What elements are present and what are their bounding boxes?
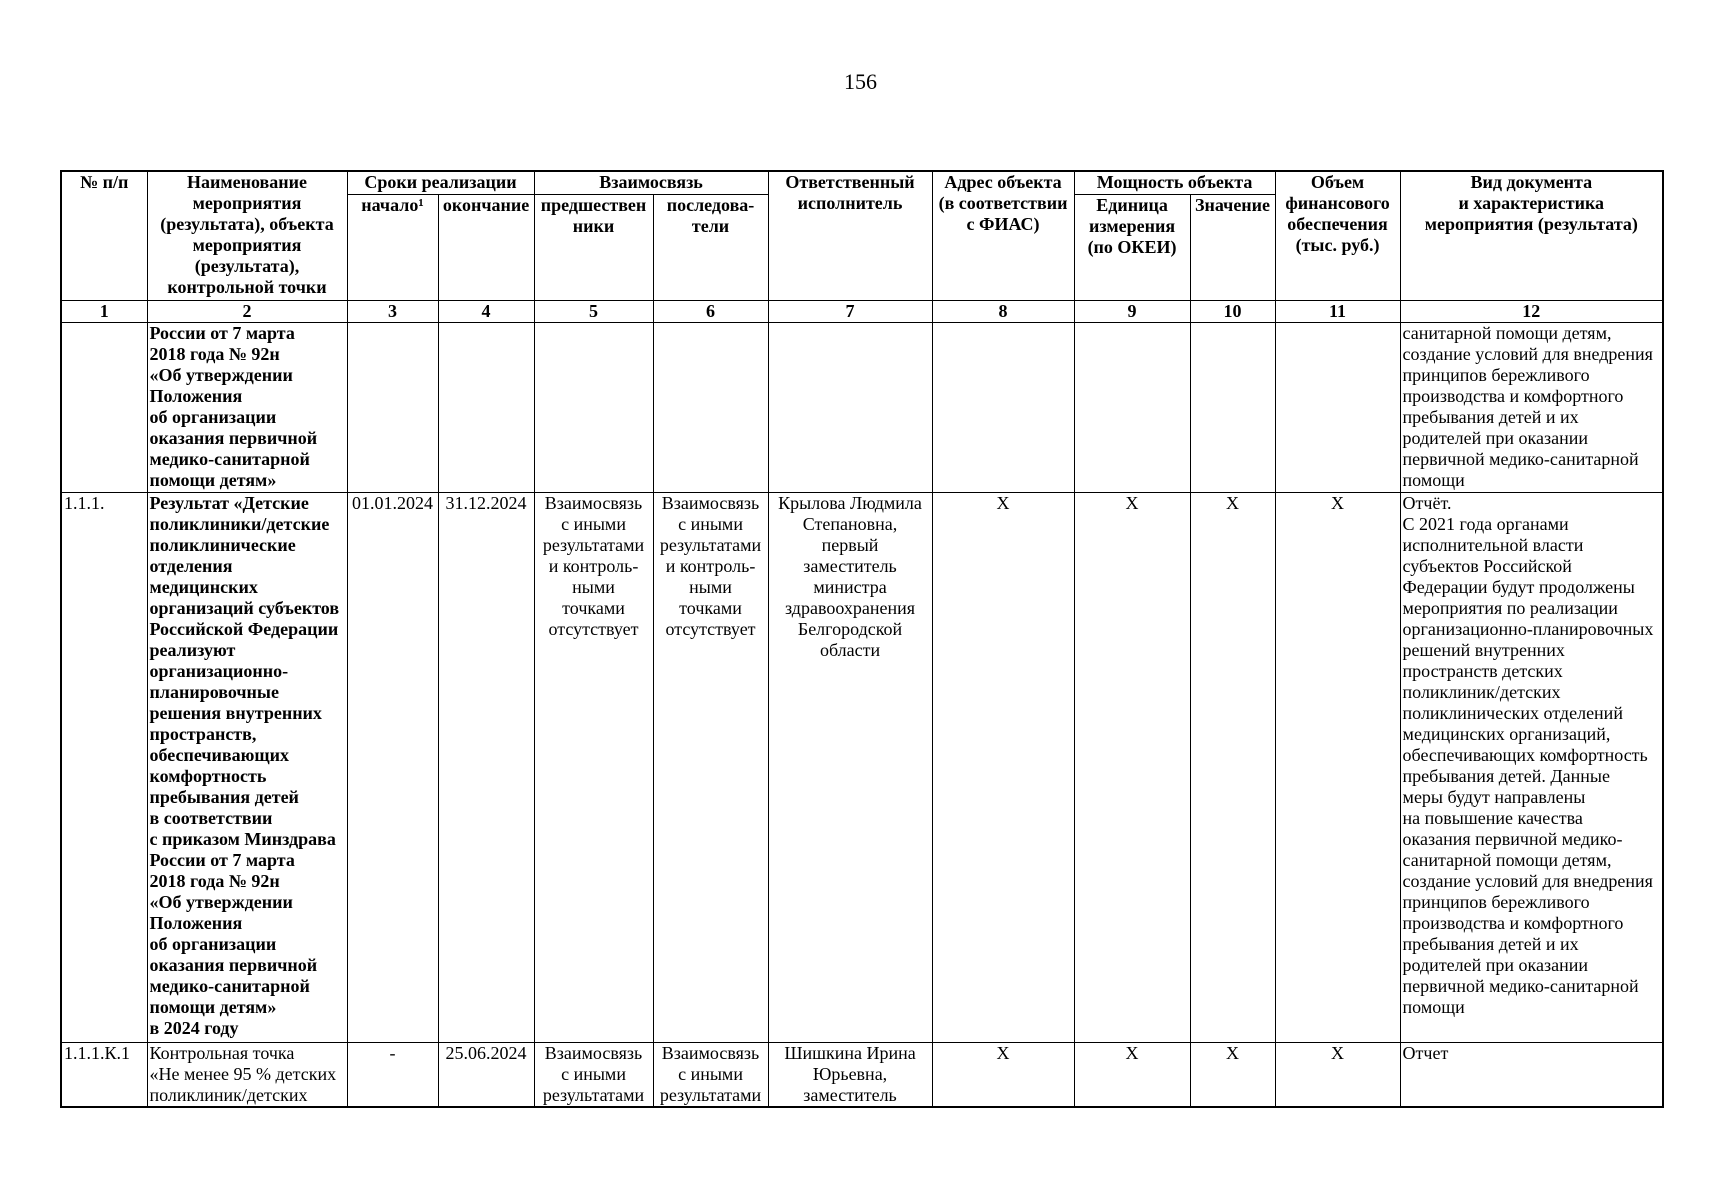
header-document: Вид документа и характеристика мероприятия (результата): [1400, 171, 1663, 300]
header-number: № п/п: [61, 171, 147, 300]
header-name: Наименование мероприятия (результата), объекта мероприятия (результата), контрольной точки: [147, 171, 347, 300]
column-number-row: [61, 300, 1663, 322]
row-start-cell: 01.01.2024: [347, 492, 438, 1042]
row-end-cell: 31.12.2024: [438, 492, 534, 1042]
header-successors: последова- тели: [653, 194, 768, 300]
header-value: Значение: [1190, 194, 1275, 300]
row-document-cell: санитарной помощи детям, создание условий для внедрения принципов бережливого производства и комфортного пребывания детей и их родителей при оказании первичной медико-санитарной помощи: [1400, 322, 1663, 492]
row-unit-cell: X: [1074, 492, 1190, 1042]
header-terms: Сроки реализации: [347, 171, 534, 194]
row-value-cell: X: [1190, 1042, 1275, 1107]
row-number-cell: [61, 322, 147, 492]
column-number: 3: [347, 300, 438, 322]
header-funding: Объем финансового обеспечения (тыс. руб.): [1275, 171, 1400, 300]
header-row-top: [61, 171, 1663, 194]
row-funding-cell: [1275, 322, 1400, 492]
row-address-cell: X: [932, 492, 1074, 1042]
row-start-cell: -: [347, 1042, 438, 1107]
table-row: [61, 492, 1663, 1042]
row-funding-cell: X: [1275, 492, 1400, 1042]
row-name-cell: Результат «Детские поликлиники/детские поликлинические отделения медицинских организаций субъектов Российской Федерации реализуют организационно- планировочные решения внутренних пространств, обеспечивающих комфортность пребывания детей в соответствии с приказом Минздрава России от 7 марта 2018 года № 92н «Об утверждении Положения об организации оказания первичной медико-санитарной помощи детям» в 2024 году: [147, 492, 347, 1042]
header-start: начало¹: [347, 194, 438, 300]
row-end-cell: 25.06.2024: [438, 1042, 534, 1107]
row-unit-cell: [1074, 322, 1190, 492]
row-document-cell: Отчет: [1400, 1042, 1663, 1107]
row-end-cell: [438, 322, 534, 492]
row-name-cell: Контрольная точка «Не менее 95 % детских поликлиник/детских: [147, 1042, 347, 1107]
column-number: 4: [438, 300, 534, 322]
row-predecessors-cell: Взаимосвязь с иными результатами: [534, 1042, 653, 1107]
row-number-cell: 1.1.1.К.1: [61, 1042, 147, 1107]
row-name-cell: России от 7 марта 2018 года № 92н «Об утверждении Положения об организации оказания первичной медико-санитарной помощи детям»: [147, 322, 347, 492]
row-unit-cell: X: [1074, 1042, 1190, 1107]
plan-table: [60, 170, 1664, 1108]
row-predecessors-cell: Взаимосвязь с иными результатами и контроль- ными точками отсутствует: [534, 492, 653, 1042]
table-row: [61, 322, 1663, 492]
column-number: 9: [1074, 300, 1190, 322]
row-number-cell: 1.1.1.: [61, 492, 147, 1042]
row-executor-cell: Крылова Людмила Степановна, первый заместитель министра здравоохранения Белгородской области: [768, 492, 932, 1042]
header-capacity: Мощность объекта: [1074, 171, 1275, 194]
row-executor-cell: [768, 322, 932, 492]
row-funding-cell: X: [1275, 1042, 1400, 1107]
row-successors-cell: Взаимосвязь с иными результатами и контроль- ными точками отсутствует: [653, 492, 768, 1042]
header-end: окончание: [438, 194, 534, 300]
row-value-cell: X: [1190, 492, 1275, 1042]
row-address-cell: [932, 322, 1074, 492]
row-executor-cell: Шишкина Ирина Юрьевна, заместитель: [768, 1042, 932, 1107]
column-number: 11: [1275, 300, 1400, 322]
row-start-cell: [347, 322, 438, 492]
column-number: 2: [147, 300, 347, 322]
row-successors-cell: [653, 322, 768, 492]
row-value-cell: [1190, 322, 1275, 492]
column-number: 5: [534, 300, 653, 322]
header-relation: Взаимосвязь: [534, 171, 768, 194]
page-number: 156: [844, 69, 877, 94]
row-predecessors-cell: [534, 322, 653, 492]
column-number: 12: [1400, 300, 1663, 322]
header-unit: Единица измерения (по ОКЕИ): [1074, 194, 1190, 300]
row-address-cell: X: [932, 1042, 1074, 1107]
row-document-cell: Отчёт. С 2021 года органами исполнительной власти субъектов Российской Федерации будут продолжены мероприятия по реализации организационно-планировочных решений внутренних пространств детских поликлиник/детских поликлинических отделений медицинских организаций, обеспечивающих комфортность пребывания детей. Данные меры будут направлены на повышение качества оказания первичной медико- санитарной помощи детям, создание условий для внедрения принципов бережливого производства и комфортного пребывания детей и их родителей при оказании первичной медико-санитарной помощи: [1400, 492, 1663, 1042]
column-number: 1: [61, 300, 147, 322]
row-successors-cell: Взаимосвязь с иными результатами: [653, 1042, 768, 1107]
column-number: 6: [653, 300, 768, 322]
header-predecessors: предшествен ники: [534, 194, 653, 300]
column-number: 7: [768, 300, 932, 322]
table-row: [61, 1042, 1663, 1107]
column-number: 8: [932, 300, 1074, 322]
column-number: 10: [1190, 300, 1275, 322]
header-address: Адрес объекта (в соответствии с ФИАС): [932, 171, 1074, 300]
header-executor: Ответственный исполнитель: [768, 171, 932, 300]
